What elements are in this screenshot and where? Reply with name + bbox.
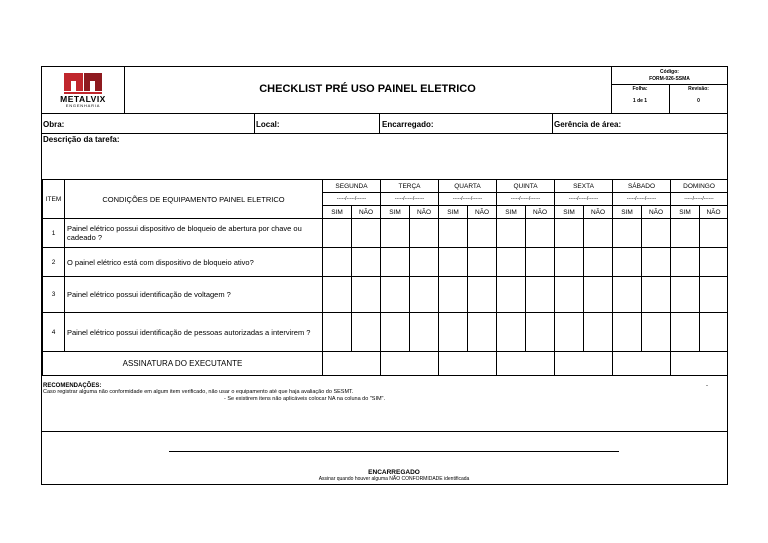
sheet-value: 1 de 1 — [632, 98, 648, 104]
check-cell[interactable] — [642, 219, 671, 248]
check-cell[interactable] — [671, 313, 700, 352]
executor-signature-cell[interactable] — [439, 352, 497, 376]
check-cell[interactable] — [439, 248, 468, 277]
check-cell[interactable] — [323, 219, 352, 248]
check-cell[interactable] — [381, 313, 410, 352]
check-cell[interactable] — [410, 219, 439, 248]
item-number: 2 — [43, 248, 65, 277]
no-header: NÃO — [410, 206, 439, 219]
yes-header: SIM — [323, 206, 352, 219]
item-number: 3 — [43, 277, 65, 313]
day-date-4[interactable]: -----/-----/------ — [555, 193, 613, 206]
yes-header: SIM — [671, 206, 700, 219]
company-name: METALVIX — [60, 94, 106, 104]
check-cell[interactable] — [642, 277, 671, 313]
check-cell[interactable] — [410, 248, 439, 277]
check-cell[interactable] — [323, 313, 352, 352]
encarregado-label: ENCARREGADO — [368, 469, 420, 476]
check-cell[interactable] — [613, 248, 642, 277]
no-header: NÃO — [642, 206, 671, 219]
item-description: O painel elétrico está com dispositivo de bloqueio ativo? — [65, 248, 323, 277]
task-description-field[interactable]: Descrição da tarefa: — [43, 135, 120, 144]
recommendations-title: RECOMENDAÇÕES: — [43, 383, 102, 389]
check-cell[interactable] — [352, 313, 381, 352]
table-row — [43, 313, 728, 352]
checklist-form — [41, 66, 728, 485]
check-cell[interactable] — [613, 277, 642, 313]
executor-signature-cell[interactable] — [497, 352, 555, 376]
no-header: NÃO — [352, 206, 381, 219]
recommendation-line-2: - Se existirem itens não aplicáveis colocar NA na coluna do "SIM". — [224, 396, 386, 402]
yes-header: SIM — [439, 206, 468, 219]
check-cell[interactable] — [555, 219, 584, 248]
check-cell[interactable] — [555, 248, 584, 277]
gerencia-field[interactable]: Gerência de área: — [554, 120, 622, 129]
check-cell[interactable] — [555, 313, 584, 352]
checklist-table — [42, 179, 728, 376]
check-cell[interactable] — [584, 313, 613, 352]
code-label: Código: — [660, 69, 679, 75]
check-cell[interactable] — [671, 219, 700, 248]
item-number: 4 — [43, 313, 65, 352]
check-cell[interactable] — [497, 248, 526, 277]
company-subtitle: ENGENHARIA — [65, 103, 101, 108]
check-cell[interactable] — [526, 313, 555, 352]
table-row — [43, 248, 728, 277]
check-cell[interactable] — [497, 313, 526, 352]
day-header-0: SEGUNDA — [323, 180, 381, 193]
day-date-2[interactable]: -----/-----/------ — [439, 193, 497, 206]
day-header-4: SEXTA — [555, 180, 613, 193]
check-cell[interactable] — [468, 277, 497, 313]
check-cell[interactable] — [410, 277, 439, 313]
check-cell[interactable] — [439, 277, 468, 313]
day-header-5: SÁBADO — [613, 180, 671, 193]
check-cell[interactable] — [526, 219, 555, 248]
obra-field[interactable]: Obra: — [43, 120, 65, 129]
check-cell[interactable] — [700, 248, 728, 277]
item-description: Painel elétrico possui dispositivo de bloqueio de abertura por chave ou cadeado ? — [65, 219, 323, 248]
check-cell[interactable] — [381, 248, 410, 277]
day-date-5[interactable]: -----/-----/------ — [613, 193, 671, 206]
day-date-1[interactable]: -----/-----/------ — [381, 193, 439, 206]
table-row — [43, 277, 728, 313]
day-header-3: QUINTA — [497, 180, 555, 193]
day-header-1: TERÇA — [381, 180, 439, 193]
executor-signature-cell[interactable] — [613, 352, 671, 376]
signature-note: Assinar quando houver alguma NÃO CONFORMIDADE identificada — [318, 476, 470, 482]
sheet-label: Folha: — [632, 86, 648, 92]
check-cell[interactable] — [468, 248, 497, 277]
executor-signature-cell[interactable] — [323, 352, 381, 376]
check-cell[interactable] — [642, 313, 671, 352]
check-cell[interactable] — [700, 277, 728, 313]
check-cell[interactable] — [584, 219, 613, 248]
revision-value: 0 — [697, 98, 700, 104]
recommendation-line-1: Caso registrar alguma não conformidade em algum item verificado, não usar o equipamento até que haja avaliação do SESMT. — [43, 389, 354, 395]
check-cell[interactable] — [381, 277, 410, 313]
check-cell[interactable] — [700, 219, 728, 248]
encarregado-field[interactable]: Encarregado: — [382, 120, 434, 129]
check-cell[interactable] — [439, 219, 468, 248]
item-header: ITEM — [43, 180, 65, 219]
check-cell[interactable] — [613, 219, 642, 248]
no-header: NÃO — [468, 206, 497, 219]
no-header: NÃO — [584, 206, 613, 219]
check-cell[interactable] — [352, 248, 381, 277]
check-cell[interactable] — [468, 219, 497, 248]
no-header: NÃO — [526, 206, 555, 219]
check-cell[interactable] — [323, 248, 352, 277]
conditions-header: CONDIÇÕES DE EQUIPAMENTO PAINEL ELETRICO — [65, 180, 323, 219]
check-cell[interactable] — [671, 277, 700, 313]
check-cell[interactable] — [526, 277, 555, 313]
check-cell[interactable] — [642, 248, 671, 277]
check-cell[interactable] — [352, 219, 381, 248]
yes-header: SIM — [613, 206, 642, 219]
check-cell[interactable] — [323, 277, 352, 313]
executor-signature-cell[interactable] — [671, 352, 728, 376]
day-header-6: DOMINGO — [671, 180, 728, 193]
item-description: Painel elétrico possui identificação de voltagem ? — [65, 277, 323, 313]
executor-signature-label: ASSINATURA DO EXECUTANTE — [43, 352, 323, 376]
form-title: CHECKLIST PRÉ USO PAINEL ELETRICO — [259, 83, 476, 95]
executor-signature-cell[interactable] — [381, 352, 439, 376]
check-cell[interactable] — [555, 277, 584, 313]
check-cell[interactable] — [584, 277, 613, 313]
check-cell[interactable] — [381, 219, 410, 248]
item-description: Painel elétrico possui identificação de pessoas autorizadas a intervirem ? — [65, 313, 323, 352]
company-logo — [42, 67, 124, 114]
no-header: NÃO — [700, 206, 728, 219]
check-cell[interactable] — [613, 313, 642, 352]
check-cell[interactable] — [584, 248, 613, 277]
day-header-2: QUARTA — [439, 180, 497, 193]
recommendation-dash: - — [706, 383, 708, 389]
table-row — [43, 219, 728, 248]
check-cell[interactable] — [526, 248, 555, 277]
day-date-6[interactable]: -----/-----/------ — [671, 193, 728, 206]
check-cell[interactable] — [700, 313, 728, 352]
check-cell[interactable] — [352, 277, 381, 313]
check-cell[interactable] — [671, 248, 700, 277]
yes-header: SIM — [555, 206, 584, 219]
yes-header: SIM — [497, 206, 526, 219]
revision-label: Revisão: — [688, 86, 709, 92]
day-date-0[interactable]: -----/-----/------ — [323, 193, 381, 206]
item-number: 1 — [43, 219, 65, 248]
check-cell[interactable] — [497, 277, 526, 313]
yes-header: SIM — [381, 206, 410, 219]
check-cell[interactable] — [497, 219, 526, 248]
check-cell[interactable] — [468, 313, 497, 352]
check-cell[interactable] — [439, 313, 468, 352]
day-date-3[interactable]: -----/-----/------ — [497, 193, 555, 206]
local-field[interactable]: Local: — [256, 120, 280, 129]
check-cell[interactable] — [410, 313, 439, 352]
executor-signature-cell[interactable] — [555, 352, 613, 376]
encarregado-signature-line[interactable] — [169, 451, 619, 452]
code-value: FORM-026-SSMA — [649, 76, 690, 82]
